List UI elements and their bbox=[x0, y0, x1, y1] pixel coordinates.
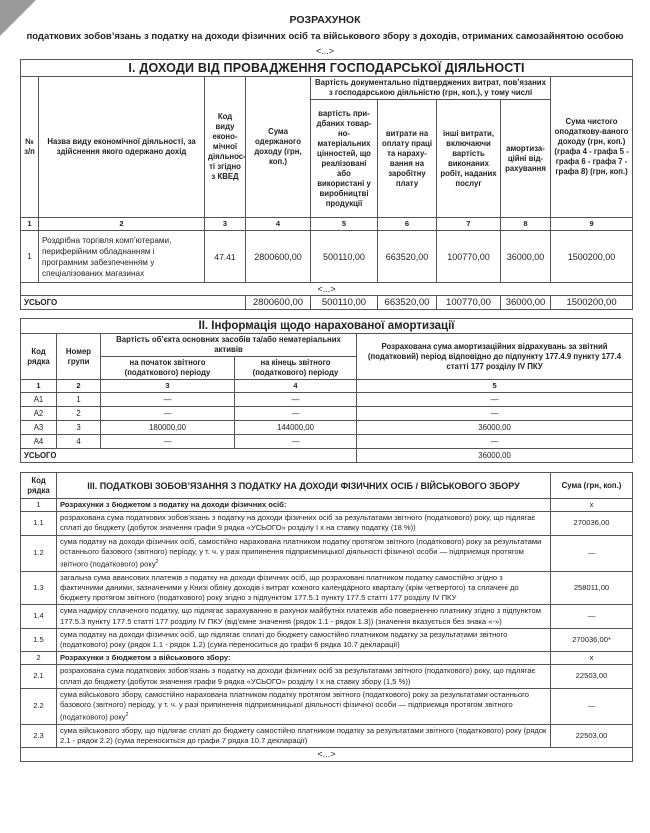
row-code: А3 bbox=[21, 421, 57, 435]
section1-title: І. ДОХОДИ ВІД ПРОВАДЖЕННЯ ГОСПОДАРСЬКОЇ ДІЯЛЬНОСТІ bbox=[21, 60, 633, 77]
col-income-header: Сума одержаного доходу (грн, коп.) bbox=[246, 77, 311, 218]
row-code: 1 bbox=[21, 499, 57, 512]
table-row bbox=[21, 421, 633, 435]
row-description-text: сума надміру сплаченого податку, що підлягає зарахуванню в рахунок майбутніх платежів або поверненню платнику згідно з підпунктом 177.5.3 пункту 177.5 статті 177 розділу IV ПКУ (від’ємне значення (рядок 1.1 - рядок 1.3)) (значення вказується без знака «-») bbox=[60, 606, 541, 626]
row-goods: 500110,00 bbox=[311, 231, 378, 283]
row-description-text: Розрахунки з бюджетом з податку на доходи фізичних осіб: bbox=[60, 500, 287, 509]
footnote-marker: 2 bbox=[155, 559, 159, 566]
table-row bbox=[21, 393, 633, 407]
table-row bbox=[21, 688, 633, 724]
row-sum: х bbox=[551, 499, 633, 512]
table-row bbox=[21, 407, 633, 421]
row-sum: 270036,00 bbox=[551, 512, 633, 535]
col-kved-header: Код виду еконо-мічної діяльнос-ті згідно з КВЕД bbox=[205, 77, 246, 218]
row-code: 1.4 bbox=[21, 605, 57, 628]
col-number: 6 bbox=[378, 218, 437, 231]
table-row bbox=[21, 535, 633, 571]
ellipsis-marker: <...> bbox=[21, 748, 633, 761]
total-net: 1500200,00 bbox=[551, 296, 633, 310]
row-sum: — bbox=[551, 605, 633, 628]
row-num: 1 bbox=[21, 231, 39, 283]
row-description-text: сума податку на доходи фізичних осіб, самостійно нарахована платником податку протягом звітного (податкового) року за результатами останнього базового (звітного) періоду, у т. ч. у разі припинення підприємницької діяльності фізичної особи — підприємця протягом звітного (податкового) року bbox=[60, 536, 542, 569]
row-begin: — bbox=[101, 407, 235, 421]
row-calc: — bbox=[357, 393, 633, 407]
table-row bbox=[21, 435, 633, 449]
row-code: 1.1 bbox=[21, 512, 57, 535]
col-number: 1 bbox=[21, 218, 39, 231]
column-numbers-row bbox=[21, 218, 633, 231]
col-code-header: Код рядка bbox=[21, 334, 57, 380]
col-number: 1 bbox=[21, 380, 57, 393]
ellipsis-marker: <...> bbox=[21, 283, 633, 296]
row-amort: 36000,00 bbox=[501, 231, 551, 283]
total-calc: 36000,00 bbox=[357, 449, 633, 463]
row-end: — bbox=[235, 407, 357, 421]
table-row bbox=[21, 724, 633, 747]
row-code: 2.2 bbox=[21, 688, 57, 724]
total-wages: 663520,00 bbox=[378, 296, 437, 310]
row-description bbox=[57, 724, 551, 747]
row-description-text: сума військового збору, самостійно нарахована платником податку протягом звітного (податкового) року за результатами останнього базового (звітного) періоду, у т. ч. у разі припинення підприємницької діяльності фізичної особи — підприємця протягом звітного (податкового) року bbox=[60, 689, 529, 722]
col-end-header: на кінець звітного (податкового) періоду bbox=[235, 357, 357, 380]
amortization-table bbox=[20, 318, 633, 463]
col-net-header: Сума чистого оподаткову-ваного доходу (грн, коп.) (графа 4 - графа 5 - графа 6 - графа 7 - графа 8) (грн, коп.) bbox=[551, 77, 633, 218]
col-value-group-header: Вартість об’єкта основних засобів та/або нематеріальних активів bbox=[101, 334, 357, 357]
section3-title: ІІІ. ПОДАТКОВІ ЗОБОВ’ЯЗАННЯ З ПОДАТКУ НА ДОХОДИ ФІЗИЧНИХ ОСІБ / ВІЙСЬКОВОГО ЗБОРУ bbox=[57, 473, 551, 499]
row-end: 144000,00 bbox=[235, 421, 357, 435]
col-number: 8 bbox=[501, 218, 551, 231]
col-number: 2 bbox=[39, 218, 205, 231]
row-calc: — bbox=[357, 435, 633, 449]
col-number: 5 bbox=[357, 380, 633, 393]
row-description bbox=[57, 688, 551, 724]
col-expenses-group-header: Вартість документально підтверджених витрат, пов’язаних з господарською діяльністю (грн, коп.), у тому числі bbox=[311, 77, 551, 100]
col-sum-header: Сума (грн, коп.) bbox=[551, 473, 633, 499]
row-code: 2.3 bbox=[21, 724, 57, 747]
row-net: 1500200,00 bbox=[551, 231, 633, 283]
row-group: 1 bbox=[57, 393, 101, 407]
total-row bbox=[21, 449, 633, 463]
total-label: УСЬОГО bbox=[21, 449, 357, 463]
row-group: 2 bbox=[57, 407, 101, 421]
total-other: 100770,00 bbox=[437, 296, 501, 310]
col-number: 2 bbox=[57, 380, 101, 393]
col-number: 3 bbox=[101, 380, 235, 393]
total-income: 2800600,00 bbox=[246, 296, 311, 310]
row-description bbox=[57, 512, 551, 535]
row-end: — bbox=[235, 435, 357, 449]
row-code: 2.1 bbox=[21, 665, 57, 688]
row-activity-name: Роздрібна торгівля комп’ютерами, периферійним обладнанням і програмним забезпеченням у спеціалізованих магазинах bbox=[39, 231, 205, 283]
col-calc-header: Розрахована сума амортизаційних відрахувань за звітний (податковий) період відповідно до підпункту 177.4.9 пункту 177.4 статті 177 розділу IV ПКУ bbox=[357, 334, 633, 380]
row-calc: 36000,00 bbox=[357, 421, 633, 435]
col-begin-header: на початок звітного (податкового) періоду bbox=[101, 357, 235, 380]
col-wages-header: витрати на оплату праці та нараху-вання на заробітну плату bbox=[378, 100, 437, 218]
footnote-marker: 2 bbox=[125, 712, 129, 719]
row-other: 100770,00 bbox=[437, 231, 501, 283]
row-sum: 258011,00 bbox=[551, 571, 633, 605]
row-sum: — bbox=[551, 535, 633, 571]
row-description-text: сума військового збору, що підлягає сплаті до бюджету самостійно платником податку за результатами звітного (податкового) року (рядок 2.1 - рядок 2.2) (сума переноситься до графи 7 рядка 10.7 декларації) bbox=[60, 725, 547, 746]
row-group: 4 bbox=[57, 435, 101, 449]
row-code: 2 bbox=[21, 652, 57, 665]
table-row bbox=[21, 571, 633, 605]
document-subtitle: податкових зобов’язань з податку на доходи фізичних осіб та військового збору з доходів, отриманих самозайнятою особою bbox=[26, 31, 624, 42]
col-goods-header: вартість при-дбаних товар-но-матеріальних цінностей, що реалізовані або використані у виробництві продукції bbox=[311, 100, 378, 218]
table-row bbox=[21, 605, 633, 628]
row-code: 1.2 bbox=[21, 535, 57, 571]
row-description bbox=[57, 652, 551, 665]
total-goods: 500110,00 bbox=[311, 296, 378, 310]
document-title: РОЗРАХУНОК bbox=[289, 14, 361, 26]
total-amort: 36000,00 bbox=[501, 296, 551, 310]
table-row bbox=[21, 665, 633, 688]
page-corner-decoration bbox=[0, 0, 36, 36]
document-header bbox=[0, 0, 650, 42]
col-other-header: інші витрати, включаючи вартість виконаних робіт, наданих послуг bbox=[437, 100, 501, 218]
row-sum: 22503,00 bbox=[551, 665, 633, 688]
row-description bbox=[57, 571, 551, 605]
table-row bbox=[21, 628, 633, 651]
table-row bbox=[21, 231, 633, 283]
income-table bbox=[20, 59, 633, 310]
row-description-text: розрахована сума податкових зобов’язань з податку на доходи фізичних осіб за результатами звітного (податкового) року, що підлягає сплаті до бюджету (добуток значення графи 9 рядка «УСЬОГО» розділу І х на ставку збору (1,5 %)) bbox=[60, 666, 536, 686]
col-code-header: Код рядка bbox=[21, 473, 57, 499]
row-code: А4 bbox=[21, 435, 57, 449]
row-group: 3 bbox=[57, 421, 101, 435]
row-sum: 22503,00 bbox=[551, 724, 633, 747]
row-wages: 663520,00 bbox=[378, 231, 437, 283]
col-group-header: Номер групи bbox=[57, 334, 101, 380]
row-description-text: загальна сума авансових платежів з податку на доходи фізичних осіб, що розраховані платником податку самостійно згідно з фактичними даними, зазначеними у Книзі обліку доходів і витрат кожного календарного кварталу (крім четвертого) та сплачені до бюджету протягом звітного (податкового) року згідно з підпунктом 177.5.1 пункту 177.5 статті 177 розділу IV ПКУ bbox=[60, 572, 519, 603]
ellipsis-marker: <...> bbox=[315, 46, 334, 56]
table-row bbox=[21, 499, 633, 512]
table-row bbox=[21, 512, 633, 535]
row-description bbox=[57, 628, 551, 651]
total-row bbox=[21, 296, 633, 310]
col-amort-header: амортиза-ційні від-рахування bbox=[501, 100, 551, 218]
col-number: 7 bbox=[437, 218, 501, 231]
row-description bbox=[57, 605, 551, 628]
row-sum: — bbox=[551, 688, 633, 724]
col-num-header: № з/п bbox=[21, 77, 39, 218]
row-description-text: розрахована сума податкових зобов’язань з податку на доходи фізичних осіб за результатами звітного (податкового) року, що підлягає сплаті до бюджету (добуток значення графи 9 рядка «УСЬОГО» розділу І х на ставку податку (18 %)) bbox=[60, 513, 536, 533]
col-number: 4 bbox=[235, 380, 357, 393]
row-description-text: сума податку на доходи фізичних осіб, що підлягає сплаті до бюджету самостійно платником податку за результатами звітного (податкового) року (рядок 1.1 - рядок 1.2) (сума переноситься до графи 6 рядка 10.7 декларації) bbox=[60, 629, 508, 649]
col-name-header: Назва виду економічної діяльності, за здійснення якого одержано дохід bbox=[39, 77, 205, 218]
col-number: 3 bbox=[205, 218, 246, 231]
row-description bbox=[57, 499, 551, 512]
col-number: 4 bbox=[246, 218, 311, 231]
row-begin: 180000,00 bbox=[101, 421, 235, 435]
row-end: — bbox=[235, 393, 357, 407]
table-row bbox=[21, 652, 633, 665]
row-sum: 270036,00* bbox=[551, 628, 633, 651]
column-numbers-row bbox=[21, 380, 633, 393]
row-code: А2 bbox=[21, 407, 57, 421]
row-description bbox=[57, 665, 551, 688]
row-code: 1.3 bbox=[21, 571, 57, 605]
row-code: А1 bbox=[21, 393, 57, 407]
row-begin: — bbox=[101, 435, 235, 449]
section2-title: ІІ. Інформація щодо нарахованої амортизації bbox=[21, 319, 633, 334]
total-label: УСЬОГО bbox=[21, 296, 246, 310]
row-description bbox=[57, 535, 551, 571]
row-calc: — bbox=[357, 407, 633, 421]
row-description-text: Розрахунки з бюджетом з військового збору: bbox=[60, 653, 231, 663]
col-number: 9 bbox=[551, 218, 633, 231]
row-begin: — bbox=[101, 393, 235, 407]
row-kved: 47.41 bbox=[205, 231, 246, 283]
col-number: 5 bbox=[311, 218, 378, 231]
row-sum: х bbox=[551, 652, 633, 665]
row-code: 1.5 bbox=[21, 628, 57, 651]
tax-liabilities-table bbox=[20, 472, 633, 762]
row-income: 2800600,00 bbox=[246, 231, 311, 283]
